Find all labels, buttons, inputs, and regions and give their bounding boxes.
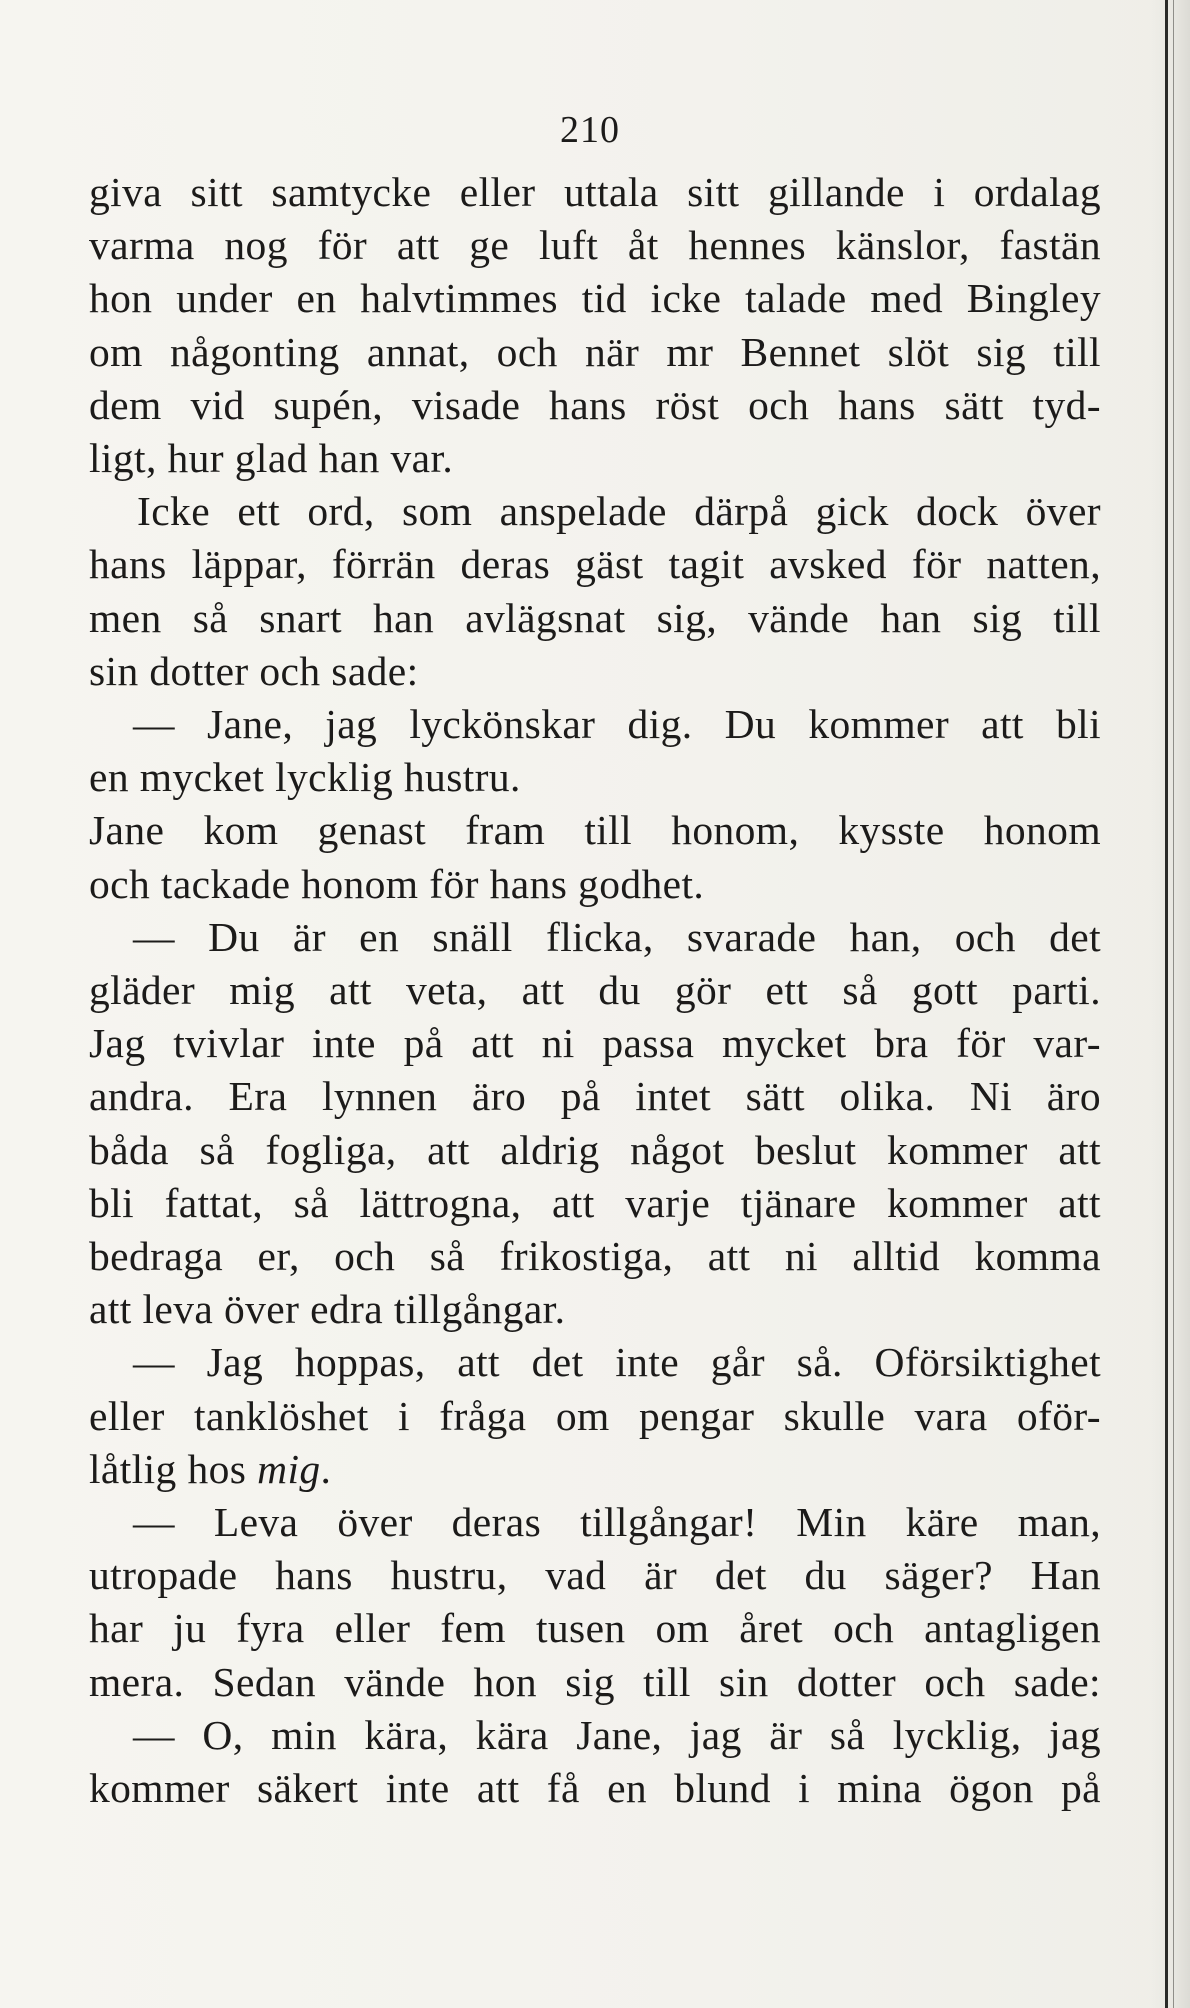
text-line: Jag tvivlar inte på att ni passa mycket bra för var- bbox=[89, 1020, 1101, 1067]
text-line: sin dotter och sade: bbox=[89, 647, 419, 694]
text-line: — O, min kära, kära Jane, jag är så lycklig, jag bbox=[133, 1711, 1101, 1758]
page-edge-line-secondary bbox=[1173, 0, 1174, 2008]
text-line: Icke ett ord, som anspelade därpå gick dock över bbox=[137, 488, 1101, 535]
text-line: — Leva över deras tillgångar! Min käre man, bbox=[133, 1499, 1101, 1546]
body-text bbox=[89, 166, 1101, 1815]
text-line: hon under en halvtimmes tid icke talade med Bingley bbox=[89, 275, 1101, 322]
text-line: har ju fyra eller fem tusen om året och antagligen bbox=[89, 1605, 1101, 1652]
text-line: varma nog för att ge luft åt hennes känslor, fastän bbox=[89, 222, 1101, 269]
text-line: men så snart han avlägsnat sig, vände han sig till bbox=[89, 594, 1101, 641]
text-line: kommer säkert inte att få en blund i mina ögon på bbox=[89, 1765, 1101, 1812]
page-number: 210 bbox=[560, 109, 620, 151]
text-line: andra. Era lynnen äro på intet sätt olika. Ni äro bbox=[89, 1073, 1101, 1120]
text-line: hans läppar, förrän deras gäst tagit avsked för natten, bbox=[89, 541, 1101, 588]
text-line bbox=[89, 1443, 1101, 1496]
text-line: om någonting annat, och när mr Bennet slöt sig till bbox=[89, 328, 1101, 375]
text-line: ligt, hur glad han var. bbox=[89, 435, 454, 482]
text-line: — Jane, jag lyckönskar dig. Du kommer att bli bbox=[133, 701, 1101, 748]
text-line: en mycket lycklig hustru. bbox=[89, 754, 521, 801]
text-line: Jane kom genast fram till honom, kysste honom bbox=[89, 807, 1101, 854]
emphasis-word: mig bbox=[257, 1445, 321, 1492]
text-fragment: . bbox=[320, 1445, 332, 1492]
page-edge-line bbox=[1165, 0, 1168, 2008]
text-line: — Du är en snäll flicka, svarade han, och det bbox=[133, 913, 1101, 960]
text-line: utropade hans hustru, vad är det du säger? Han bbox=[89, 1552, 1101, 1599]
text-line: bli fattat, så lättrogna, att varje tjänare kommer att bbox=[89, 1179, 1101, 1226]
text-line: bedraga er, och så frikostiga, att ni alltid komma bbox=[89, 1233, 1101, 1280]
text-line: mera. Sedan vände hon sig till sin dotter och sade: bbox=[89, 1658, 1101, 1705]
text-line: gläder mig att veta, att du gör ett så gott parti. bbox=[89, 967, 1101, 1014]
text-line: giva sitt samtycke eller uttala sitt gillande i ordalag bbox=[89, 169, 1101, 215]
text-line: — Jag hoppas, att det inte går så. Oförsiktighet bbox=[133, 1339, 1101, 1386]
text-fragment: låtlig hos bbox=[89, 1445, 258, 1492]
text-line: och tackade honom för hans godhet. bbox=[89, 860, 705, 907]
text-line: båda så fogliga, att aldrig något beslut kommer att bbox=[89, 1126, 1101, 1173]
page-edge-shadow bbox=[1150, 0, 1190, 2008]
text-line: eller tanklöshet i fråga om pengar skulle vara oför- bbox=[89, 1392, 1101, 1439]
text-line: att leva över edra tillgångar. bbox=[89, 1286, 566, 1333]
text-line: dem vid supén, visade hans röst och hans sätt tyd- bbox=[89, 381, 1101, 428]
